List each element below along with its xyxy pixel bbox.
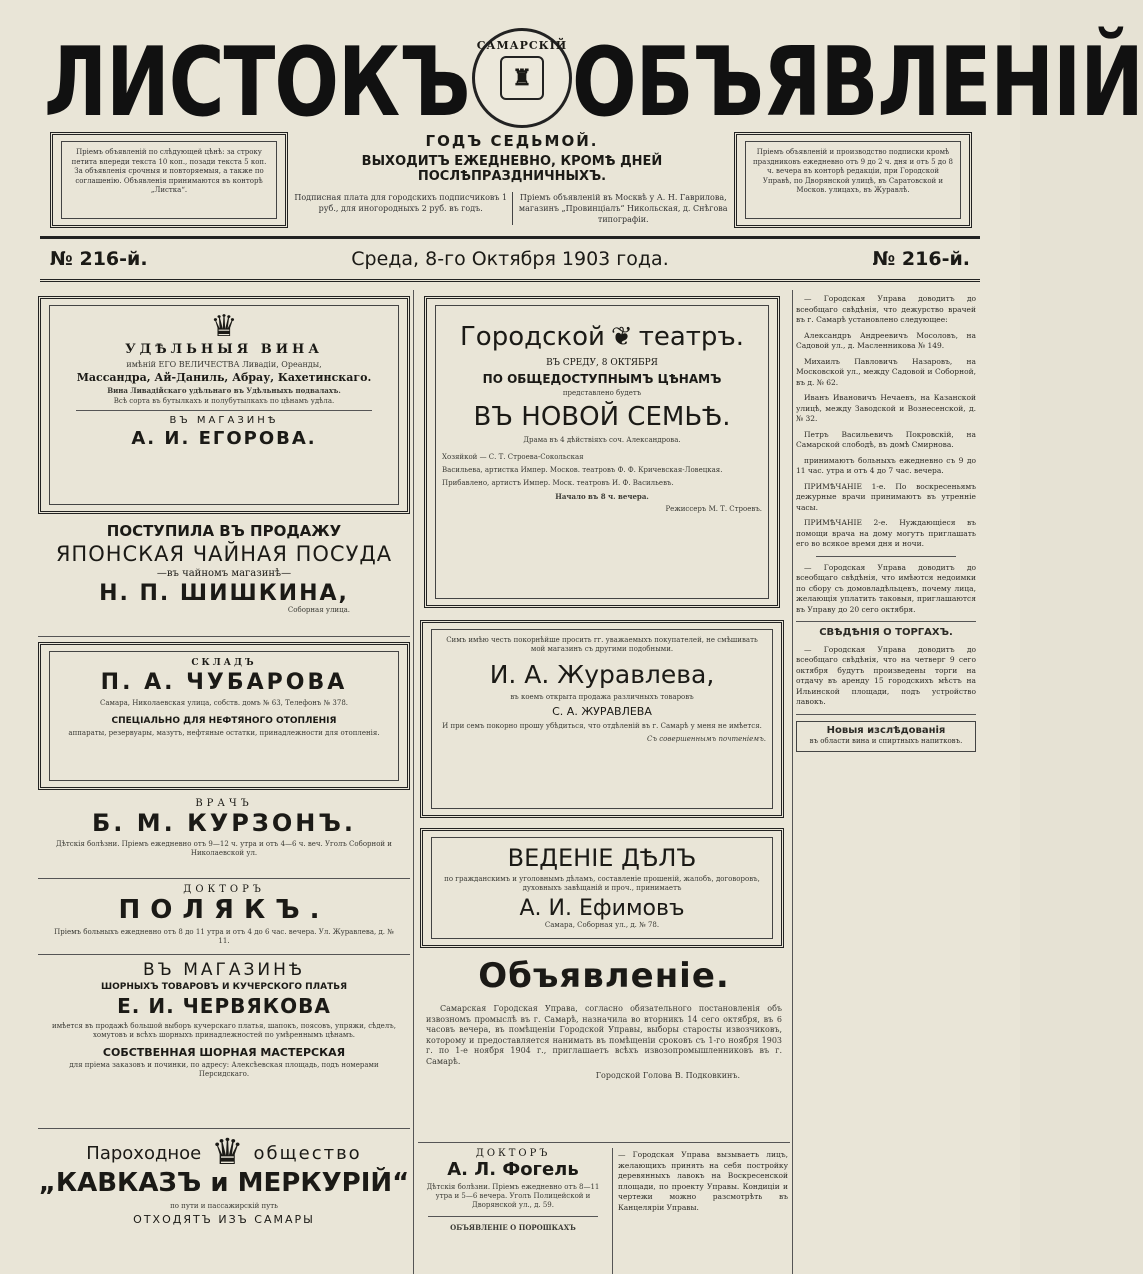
theatre-fine: Драма въ 4 дѣйствіяхъ соч. Александрова. bbox=[523, 436, 681, 444]
shop-ad-line2: ШОРНЫХЪ ТОВАРОВЪ И КУЧЕРСКОГО ПЛАТЬЯ bbox=[100, 982, 348, 992]
doctor-fogel-fine: Дѣтскія болѣзни. Пріемъ ежедневно отъ 8—11 утра и 5—6 вечера. Уголъ Полицейской и Дворянской ул., д. 59. bbox=[426, 1183, 600, 1209]
store-ad-name: П. А. ЧУБАРОВА bbox=[100, 670, 348, 695]
legal-ad-inner bbox=[431, 837, 773, 939]
tea-ad-line1: ПОСТУПИЛА ВЪ ПРОДАЖУ bbox=[106, 522, 342, 540]
notice-p7: ПРИМѢЧАНІЕ 1-е. По воскресеньямъ дежурные врачи принимаютъ въ утренніе часы. bbox=[796, 481, 976, 512]
doctor-fogel-ad bbox=[418, 1148, 608, 1232]
theatre-ad bbox=[424, 296, 780, 608]
left-column bbox=[38, 290, 410, 1274]
tea-ad-shop: Н. П. ШИШКИНА, bbox=[99, 581, 349, 606]
announcement-text: Самарская Городская Управа, согласно обязательного постановленія объ извозномъ промыслѣ въ г. Самарѣ, назначила во вторникъ 14 сего октября, въ 6 часовъ вечера, въ помѣщеніи Городской Управы, выборы старосты извозчиковъ, которому и предоставляется нанимать въ помѣщеніи сроковъ съ 1-го ноября 1903 г. по 1-е ноября 1904 г., приглашаетъ всѣхъ извозопромышленниковъ въ г. Самарѣ. bbox=[426, 1004, 782, 1066]
harness-shop-ad bbox=[38, 960, 410, 1079]
doctor2-fine: Пріемъ больныхъ ежедневно отъ 8 до 11 утра и отъ 4 до 6 час. вечера. Ул. Журавлева, д. № 11. bbox=[54, 928, 394, 945]
store-ad-line1: СКЛАДЪ bbox=[191, 658, 257, 668]
legal-fine: по гражданскимъ и уголовнымъ дѣламъ, составленіе прошеній, жалобъ, договоровъ, духовныхъ завѣщаній и проч., принимаетъ bbox=[444, 875, 760, 892]
issue-date: Среда, 8-го Октября 1903 года. bbox=[351, 248, 669, 270]
wine-ad-line5: Всѣ сорта въ бутылкахъ и полубутылкахъ по цѣнамъ удѣла. bbox=[113, 397, 335, 405]
subscription-left: Подписная плата для городскихъ подписчиковъ 1 руб., для иногородныхъ 2 руб. въ годъ. bbox=[294, 193, 508, 213]
divider bbox=[796, 714, 976, 715]
legal-title: ВЕДЕНІЕ ДѢЛЪ bbox=[507, 844, 697, 872]
theatre-cast3: Прибавлено, артистъ Импер. Моск. театровъ И. Ф. Васильевъ. bbox=[442, 479, 674, 487]
column-rule bbox=[612, 1148, 613, 1274]
store-ad bbox=[38, 642, 410, 790]
theatre-director: Режиссеръ М. Т. Строевъ. bbox=[665, 505, 762, 513]
steamship-line1-left: Пароходное bbox=[86, 1142, 202, 1164]
zhuravlev-name2: С. А. ЖУРАВЛЕВА bbox=[552, 705, 652, 718]
tenders-heading: СВѢДѢНІЯ О ТОРГАХЪ. bbox=[819, 627, 953, 638]
wine-ad bbox=[38, 296, 410, 514]
zhuravlev-fine2: въ коемъ открыта продажа различныхъ товаровъ bbox=[510, 693, 694, 701]
subscription-info bbox=[290, 192, 734, 225]
construction-notice: — Городская Управа вызываетъ лицъ, желающихъ принять на себя постройку деревянныхъ лавокъ на Воскресенской площади, по проекту Управы. Кондиціи и чертежи можно разсмотрѣть въ Канцеляріи Управы. bbox=[618, 1150, 788, 1212]
tea-ad-line2: ЯПОНСКАЯ ЧАЙНАЯ ПОСУДА bbox=[55, 542, 393, 566]
coat-of-arms-icon: ♜ bbox=[500, 56, 544, 100]
divider bbox=[38, 1128, 410, 1129]
steamship-line3: ОТХОДЯТЪ ИЗЪ САМАРЫ bbox=[133, 1213, 315, 1226]
notice-p5: Петръ Васильевичъ Покровскій, на Самарской слободѣ, въ домѣ Смирнова. bbox=[796, 429, 976, 449]
subscription-right: Пріемъ объявленій въ Москвѣ у А. Н. Гаврилова, магазинъ „Провинціалъ“ Никольская, д. Снѣгова типографіи. bbox=[518, 193, 728, 224]
zhuravlev-sign: Съ совершеннымъ почтеніемъ. bbox=[646, 735, 766, 743]
divider bbox=[428, 1216, 598, 1217]
theatre-emblem-icon: ❦ bbox=[610, 322, 633, 352]
zhuravlev-fine1: Симъ имѣю честь покорнѣйше просить гг. уважаемыхъ покупателей, не смѣшивать мой магазинъ съ другими подобными. bbox=[446, 636, 758, 653]
column-rule bbox=[413, 290, 414, 1274]
store-ad-fine2: аппараты, резервуары, мазутъ, нефтяные остатки, принадлежности для отопленія. bbox=[68, 729, 380, 737]
eagle-emblem-icon: ♛ bbox=[211, 1132, 244, 1173]
wine-ad-line2: имѣній ЕГО ВЕЛИЧЕСТВА Ливадіи, Ореанды, bbox=[126, 360, 322, 369]
theatre-line1: ВЪ СРЕДУ, 8 ОКТЯБРЯ bbox=[546, 358, 658, 368]
seal-text: САМАРСКІЙ bbox=[476, 39, 568, 52]
legal-name: А. И. Ефимовъ bbox=[519, 896, 685, 921]
doctor-kurzon-ad bbox=[38, 798, 410, 858]
notice-p8: ПРИМѢЧАНІЕ 2-е. Нуждающіеся въ помощи врача на дому могутъ приглашать его во всякое время дня и ночи. bbox=[796, 518, 976, 548]
store-ad-fine: Самара, Николаевская улица, собств. домъ № 63, Телефонъ № 378. bbox=[99, 699, 349, 707]
ear-left-text: Пріемъ объявленій по слѣдующей цѣнѣ: за строку петита впереди текста 10 коп., позади текста 5 коп. За объявленія срочныя и повторяемыя, а также по соглашенію. Объявленія принимаются въ конторѣ „Листка“. bbox=[61, 141, 277, 219]
wine-ad-line1: УДѢЛЬНЫЯ ВИНА bbox=[125, 342, 323, 357]
zhuravlev-ad-inner bbox=[431, 629, 773, 809]
shop-ad-line4: для пріема заказовъ и починки, по адресу: Алексѣевская площадь, подъ номерами Персидскаго. bbox=[69, 1061, 379, 1078]
masthead-title-right: ОБЪЯВЛЕНІЙ bbox=[572, 26, 1143, 138]
zhuravlev-ad bbox=[420, 620, 784, 818]
theatre-title-left: Городской bbox=[459, 322, 605, 352]
divider bbox=[796, 621, 976, 622]
shop-ad-name: Е. И. ЧЕРВЯКОВА bbox=[117, 994, 331, 1018]
wine-ad-line6: ВЪ МАГАЗИНѢ bbox=[169, 415, 279, 426]
announcement-sign: Городской Голова В. Подковкинъ. bbox=[595, 1071, 740, 1080]
notice-p1: — Городская Управа доводитъ до всеобщаго свѣдѣнія, что дежурство врачей въ г. Самарѣ установлено следующее: bbox=[796, 294, 976, 324]
dateline bbox=[40, 236, 980, 282]
notice-p2: Александръ Андреевичъ Мосоловъ, на Садовой ул., д. Масленникова № 149. bbox=[796, 330, 976, 350]
eagle-emblem-icon: ♛ bbox=[210, 309, 238, 344]
notice-p4: Иванъ Ивановичъ Нечаевъ, на Казанской улицѣ, между Заводской и Вознесенской, д. № 32. bbox=[796, 393, 976, 423]
masthead-title-left: ЛИСТОКЪ bbox=[44, 26, 470, 138]
divider bbox=[816, 556, 956, 557]
doctor1-fine: Дѣтскія болѣзни. Пріемъ ежедневно отъ 9—12 ч. утра и отъ 4—6 ч. веч. Уголъ Соборной и Николаевской ул. bbox=[56, 840, 392, 857]
zhuravlev-name: И. А. Журавлева, bbox=[489, 660, 715, 689]
doctor-fogel-name: А. Л. Фогель bbox=[447, 1159, 579, 1180]
doctor1-title: ВРАЧЪ bbox=[195, 798, 253, 809]
wine-ad-line4: Вина Ливадійскаго удѣльнаго въ Удѣльныхъ подвалахъ. bbox=[107, 386, 341, 395]
research-box bbox=[796, 721, 976, 752]
right-column-text bbox=[796, 290, 976, 752]
doctor-fogel-bottom: ОБЪЯВЛЕНІЕ О ПОРОШКАХЪ bbox=[450, 1223, 576, 1232]
doctor2-name: ПОЛЯКЪ. bbox=[118, 895, 330, 925]
theatre-start: Начало въ 8 ч. вечера. bbox=[555, 492, 649, 501]
zhuravlev-fine3: И при семъ покорно прошу убѣдиться, что отдѣленій въ г. Самарѣ у меня не имѣется. bbox=[442, 722, 762, 730]
right-column bbox=[796, 290, 976, 1274]
frequency-line: ВЫХОДИТЪ ЕЖЕДНЕВНО, КРОМѢ ДНЕЙ ПОСЛѢПРАЗДНИЧНЫХЪ. bbox=[361, 154, 663, 184]
notice-p6: принимаютъ больныхъ ежедневно съ 9 до 11 час. утра и отъ 4 до 7 час. вечера. bbox=[796, 455, 976, 475]
wine-ad-inner bbox=[49, 305, 399, 505]
announcement-title: Объявленіе. bbox=[478, 956, 730, 996]
research-text: въ области вина и спиртныхъ напитковъ. bbox=[809, 737, 963, 745]
store-ad-inner bbox=[49, 651, 399, 781]
masthead bbox=[40, 18, 1143, 138]
issue-number-right: № 216-й. bbox=[872, 248, 970, 270]
divider bbox=[38, 636, 410, 637]
tea-ad bbox=[38, 522, 410, 615]
year-line: ГОДЪ СЕДЬМОЙ. bbox=[425, 132, 599, 150]
announcement bbox=[418, 956, 790, 1080]
doctor2-title: ДОКТОРЪ bbox=[183, 884, 265, 895]
theatre-line3: представлено будетъ bbox=[562, 389, 642, 397]
theatre-play: ВЪ НОВОЙ СЕМЬѢ. bbox=[473, 402, 731, 432]
ear-right-text: Пріемъ объявленій и производство подписки кромѣ праздниковъ ежедневно отъ 9 до 2 ч. дня и отъ 5 до 8 ч. вечера въ конторѣ редакціи, при Городской Управѣ, по Дворянской улицѣ, въ Саратовской и Москов. улицахъ, въ Журавлѣ. bbox=[745, 141, 961, 219]
ear-right bbox=[734, 132, 972, 228]
notice-p10: — Городская Управа доводитъ до всеобщаго свѣдѣнія, что на четверг 9 сего октября будутъ произведены торги на отдачу въ аренду 15 городскихъ мѣстъ на Ильинской площади, подъ устройство лавокъ. bbox=[796, 644, 976, 706]
subhead bbox=[290, 132, 734, 225]
steamship-line1-right: общество bbox=[253, 1142, 362, 1164]
doctor1-name: Б. М. КУРЗОНЪ. bbox=[91, 809, 357, 837]
shop-ad-fine: имѣется въ продажѣ большой выборъ кучерскаго платья, шапокъ, поясовъ, упряжи, сѣделъ, хомутовъ и всѣхъ шорныхъ принадлежностей по умѣреннымъ цѣнамъ. bbox=[52, 1022, 396, 1039]
legal-addr: Самара, Соборная ул., д. № 78. bbox=[544, 921, 660, 929]
notice-p9: — Городская Управа доводитъ до всеобщаго свѣдѣнія, что имѣются недоимки по сбору съ домовладѣльцевъ, почему лица, желающія уплатить таковыя, приглашаются въ Управу до 20 сего октября. bbox=[796, 562, 976, 614]
city-seal bbox=[472, 28, 572, 128]
theatre-line2: ПО ОБЩЕДОСТУПНЫМЪ ЦѢНАМЪ bbox=[482, 372, 722, 386]
theatre-cast1: Хозяйкой — С. Т. Строева-Сокольская bbox=[442, 453, 584, 461]
legal-ad bbox=[420, 828, 784, 948]
notice-p3: Михаилъ Павловичъ Назаровъ, на Московской ул., между Садовой и Соборной, въ д. № 62. bbox=[796, 356, 976, 387]
steamship-ad bbox=[38, 1132, 410, 1226]
research-title: Новыя изслѣдованія bbox=[826, 724, 946, 736]
steamship-header bbox=[38, 1132, 410, 1173]
theatre-title bbox=[442, 322, 762, 352]
tea-ad-line3: —въ чайномъ магазинѣ— bbox=[156, 568, 292, 579]
theatre-ad-inner bbox=[435, 305, 769, 599]
ear-left bbox=[50, 132, 288, 228]
doctor-fogel-title: ДОКТОРЪ bbox=[475, 1148, 551, 1159]
issue-number-left: № 216-й. bbox=[50, 248, 148, 270]
divider bbox=[418, 1142, 790, 1143]
store-ad-line2: СПЕЦІАЛЬНО ДЛЯ НЕФТЯНОГО ОТОПЛЕНІЯ bbox=[111, 716, 337, 726]
wine-ad-shop: А. И. ЕГОРОВА. bbox=[131, 428, 317, 449]
tea-ad-note: Соборная улица. bbox=[287, 606, 350, 614]
theatre-cast2: Васильева, артистка Импер. Москов. театровъ Ф. Ф. Кричевская-Ловецкая. bbox=[442, 466, 723, 474]
shop-ad-line1: ВЪ МАГАЗИНѢ bbox=[142, 960, 305, 980]
shop-ad-line3: СОБСТВЕННАЯ ШОРНАЯ МАСТЕРСКАЯ bbox=[102, 1046, 346, 1059]
theatre-title-right: театръ. bbox=[638, 322, 745, 352]
wine-ad-line3: Массандра, Ай-Даниль, Абрау, Кахетинскаго. bbox=[76, 371, 372, 384]
divider bbox=[76, 410, 372, 411]
divider bbox=[38, 954, 410, 955]
middle-column bbox=[418, 290, 790, 1274]
divider bbox=[38, 878, 410, 879]
steamship-line2: по пути и пассажирскій путь bbox=[170, 1202, 278, 1210]
column-rule bbox=[792, 290, 793, 1274]
steamship-name: „КАВКАЗЪ и МЕРКУРІЙ“ bbox=[38, 1168, 410, 1198]
doctor-polyak-ad bbox=[38, 884, 410, 946]
